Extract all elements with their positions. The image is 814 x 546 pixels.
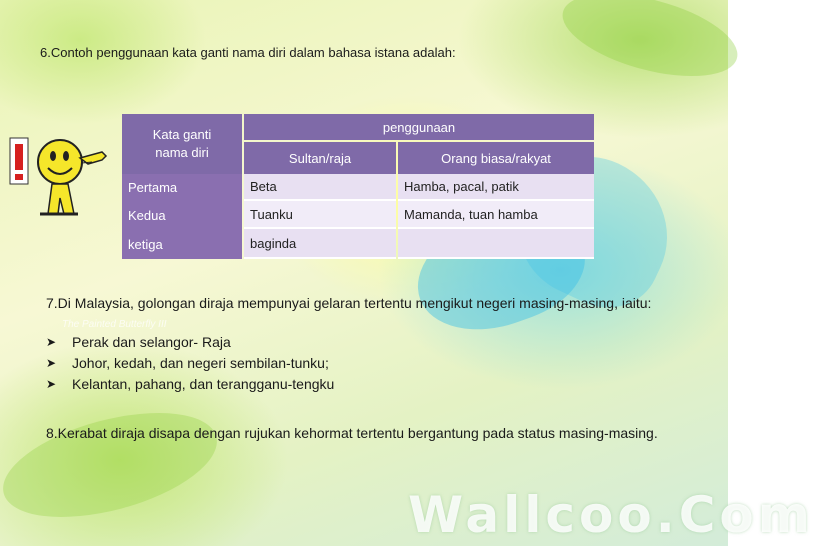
- table-cell-text: Kedua: [128, 207, 166, 223]
- table-cell-text: Pertama: [128, 180, 178, 195]
- list-item: [46, 374, 334, 395]
- list-item-text: Perak dan selangor- Raja: [72, 334, 231, 350]
- list-item: [46, 353, 334, 374]
- table-cell: [398, 229, 594, 259]
- list-item-text: Kelantan, pahang, dan terangganu-tengku: [72, 376, 335, 392]
- table-subheader-sultan-text: Sultan/raja: [288, 150, 352, 166]
- table-header-kata-ganti-text: Kata ganti nama diri: [152, 127, 212, 160]
- arrowhead-bullet-icon: ➤: [46, 335, 57, 349]
- heading-6: 6.Contoh penggunaan kata ganti nama diri dalam bahasa istana adalah:: [40, 45, 456, 60]
- watermark: Wallcoo.Com: [408, 486, 814, 544]
- table-cell-text: Hamba, pacal, patik: [404, 179, 519, 194]
- table-cell: [244, 229, 396, 259]
- table-row-label: [122, 174, 242, 201]
- paragraph-8: 8.Kerabat diraja disapa dengan rujukan kehormat tertentu bergantung pada status masing-masing.: [46, 425, 658, 441]
- table-subheader-rakyat-text: Orang biasa/rakyat: [441, 150, 551, 166]
- background-leaf: [554, 0, 746, 92]
- table-header-penggunaan-text: penggunaan: [382, 119, 456, 135]
- table-row-label: [122, 201, 242, 229]
- table-row-label: [122, 229, 242, 259]
- table-subheader-rakyat: [398, 142, 594, 174]
- bullet-list: [46, 332, 334, 395]
- list-item: [46, 332, 334, 353]
- table-cell: [244, 174, 396, 201]
- table-subheader-sultan: [244, 142, 396, 174]
- table-cell: [398, 174, 594, 201]
- table-header-penggunaan: [244, 114, 594, 140]
- table-cell-text: Mamanda, tuan hamba: [404, 206, 538, 222]
- list-item-text: Johor, kedah, dan negeri sembilan-tunku;: [72, 355, 329, 371]
- smiley-pointing-icon: [8, 118, 118, 228]
- arrowhead-bullet-icon: ➤: [46, 377, 57, 391]
- table-cell-text: Beta: [250, 179, 277, 194]
- table-cell: [398, 201, 594, 229]
- table-cell-text: baginda: [250, 235, 297, 251]
- table-header-kata-ganti: [122, 114, 242, 174]
- watermark-small: The Painted Butterfly III: [62, 319, 167, 330]
- table-cell-text: ketiga: [128, 236, 163, 252]
- table-cell: [244, 201, 396, 229]
- background-leaf: [0, 393, 228, 537]
- arrowhead-bullet-icon: ➤: [46, 356, 57, 370]
- table-cell-text: Tuanku: [250, 206, 293, 222]
- paragraph-7: 7.Di Malaysia, golongan diraja mempunyai gelaran tertentu mengikut negeri masing-masing, iaitu:: [46, 295, 652, 311]
